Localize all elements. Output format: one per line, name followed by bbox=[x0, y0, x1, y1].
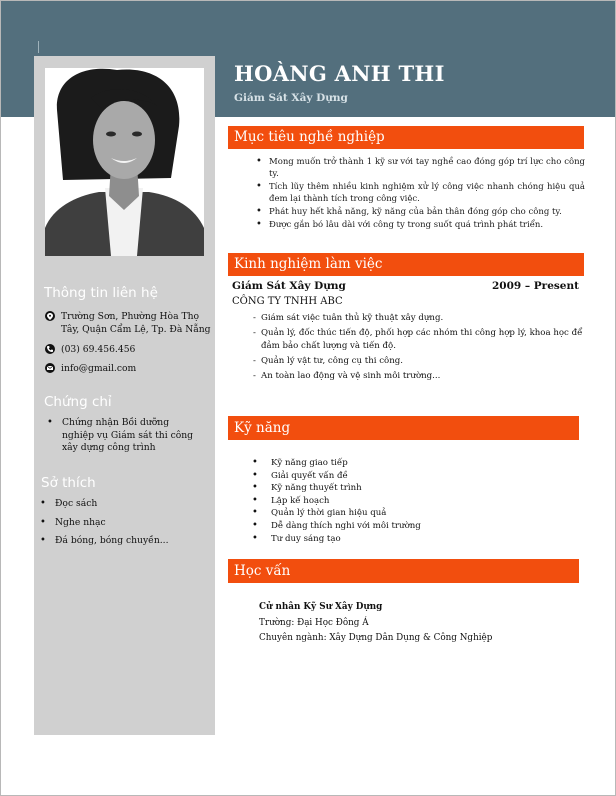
hobby-item: • Đọc sách bbox=[37, 498, 207, 511]
address-text: Trường Sơn, Phường Hòa Thọ Tây, Quận Cẩm Lệ, Tp. Đà Nẵng bbox=[61, 311, 211, 335]
hobby-item: • Đá bóng, bóng chuyền... bbox=[37, 535, 207, 548]
profile-photo bbox=[45, 68, 204, 256]
margin-marker bbox=[38, 41, 39, 53]
contact-heading: Thông tin liên hệ bbox=[44, 285, 158, 301]
duty-item: - Quản lý, đốc thúc tiến độ, phối hợp các nhóm thi công hợp lý, khoa học để đảm bảo chất lượng và tiến độ. bbox=[253, 327, 583, 353]
location-pin-icon bbox=[45, 311, 55, 321]
skill-item: • Lập kế hoạch bbox=[251, 495, 421, 508]
objective-list bbox=[253, 156, 585, 232]
address-row bbox=[45, 310, 211, 336]
skill-item: • Kỹ năng giao tiếp bbox=[251, 457, 421, 470]
job-period: 2009 – Present bbox=[492, 280, 579, 292]
duty-item: - Giám sát việc tuân thủ kỹ thuật xây dựng. bbox=[253, 312, 583, 325]
skills-heading: Kỹ năng bbox=[228, 416, 579, 440]
skill-item: • Tư duy sáng tạo bbox=[251, 533, 421, 546]
hobbies-list bbox=[37, 498, 207, 554]
email-row bbox=[45, 362, 211, 375]
education-degree: Cử nhân Kỹ Sư Xây Dựng bbox=[259, 602, 383, 612]
skill-item: • Quản lý thời gian hiệu quả bbox=[251, 507, 421, 520]
portrait-image bbox=[45, 68, 204, 256]
skill-item: • Dễ dàng thích nghi với môi trường bbox=[251, 520, 421, 533]
skill-item: • Giải quyết vấn đề bbox=[251, 470, 421, 483]
experience-heading: Kinh nghiệm làm việc bbox=[228, 253, 584, 276]
duties-list bbox=[253, 312, 583, 385]
candidate-name: HOÀNG ANH THI bbox=[234, 61, 445, 86]
candidate-role: Giám Sát Xây Dựng bbox=[234, 92, 348, 104]
objective-item: • Mong muốn trở thành 1 kỹ sư với tay nghề cao đóng góp trí lực cho công ty. bbox=[253, 156, 585, 180]
certificate-item: • Chứng nhận Bồi dưỡng nghiệp vụ Giám sát thi công xây dựng công trình bbox=[44, 417, 202, 455]
objective-item: • Tích lũy thêm nhiều kinh nghiệm xử lý công việc nhanh chóng hiệu quả đem lại thành tích trong công việc. bbox=[253, 181, 585, 205]
skill-item: • Kỹ năng thuyết trình bbox=[251, 482, 421, 495]
phone-row bbox=[45, 343, 211, 356]
skills-list bbox=[251, 457, 421, 545]
hobbies-heading: Sở thích bbox=[41, 475, 96, 491]
certificates-heading: Chứng chỉ bbox=[44, 394, 112, 410]
education-school: Trường: Đại Học Đông Á bbox=[259, 617, 369, 628]
phone-icon bbox=[45, 344, 55, 354]
company-name: CÔNG TY TNHH ABC bbox=[232, 296, 343, 307]
email-text[interactable]: info@gmail.com bbox=[61, 363, 137, 374]
education-heading: Học vấn bbox=[228, 559, 579, 583]
education-major: Chuyên ngành: Xây Dựng Dân Dụng & Công Nghiệp bbox=[259, 633, 493, 643]
education-block bbox=[259, 600, 492, 647]
objective-item: • Phát huy hết khả năng, kỹ năng của bản thân đóng góp cho công ty. bbox=[253, 206, 585, 218]
phone-text[interactable]: (03) 69.456.456 bbox=[61, 344, 136, 355]
job-title: Giám Sát Xây Dựng bbox=[232, 280, 346, 292]
objective-heading: Mục tiêu nghề nghiệp bbox=[228, 126, 584, 149]
hobby-item: • Nghe nhạc bbox=[37, 517, 207, 530]
email-icon bbox=[45, 363, 55, 373]
duty-item: - Quản lý vật tư, công cụ thi công. bbox=[253, 355, 583, 368]
objective-item: • Được gắn bó lâu dài với công ty trong suốt quá trình phát triển. bbox=[253, 219, 585, 231]
certificates-list bbox=[44, 417, 202, 461]
duty-item: - An toàn lao động và vệ sinh môi trường... bbox=[253, 370, 583, 383]
